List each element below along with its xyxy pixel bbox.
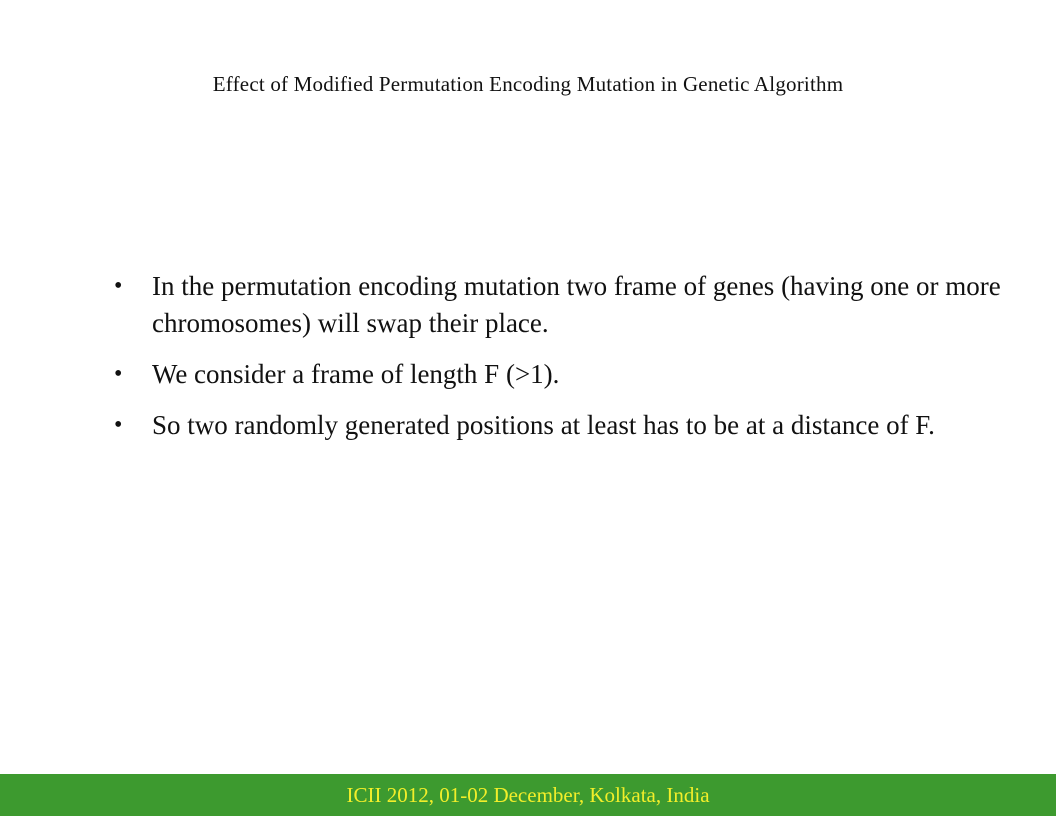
bullet-text-3: So two randomly generated positions at least has to be at a distance of F. (152, 410, 935, 440)
footer-text: ICII 2012, 01-02 December, Kolkata, India (346, 783, 710, 807)
bullet-dot-icon: • (114, 273, 123, 299)
footer-bar (0, 774, 1056, 816)
bullet-dot-icon: • (114, 412, 123, 438)
bullet-text-2: We consider a frame of length F (>1). (152, 359, 560, 389)
bullet-item-2 (112, 356, 1012, 393)
bullet-item-3 (112, 407, 1012, 444)
slide-title: Effect of Modified Permutation Encoding Mutation in Genetic Algorithm (212, 72, 844, 96)
bullet-item-1 (112, 268, 1012, 342)
bullet-text-1: In the permutation encoding mutation two frame of genes (having one or more chromosomes) will swap their place. (152, 271, 1001, 338)
bullet-list (112, 268, 1012, 458)
bullet-dot-icon: • (114, 361, 123, 387)
